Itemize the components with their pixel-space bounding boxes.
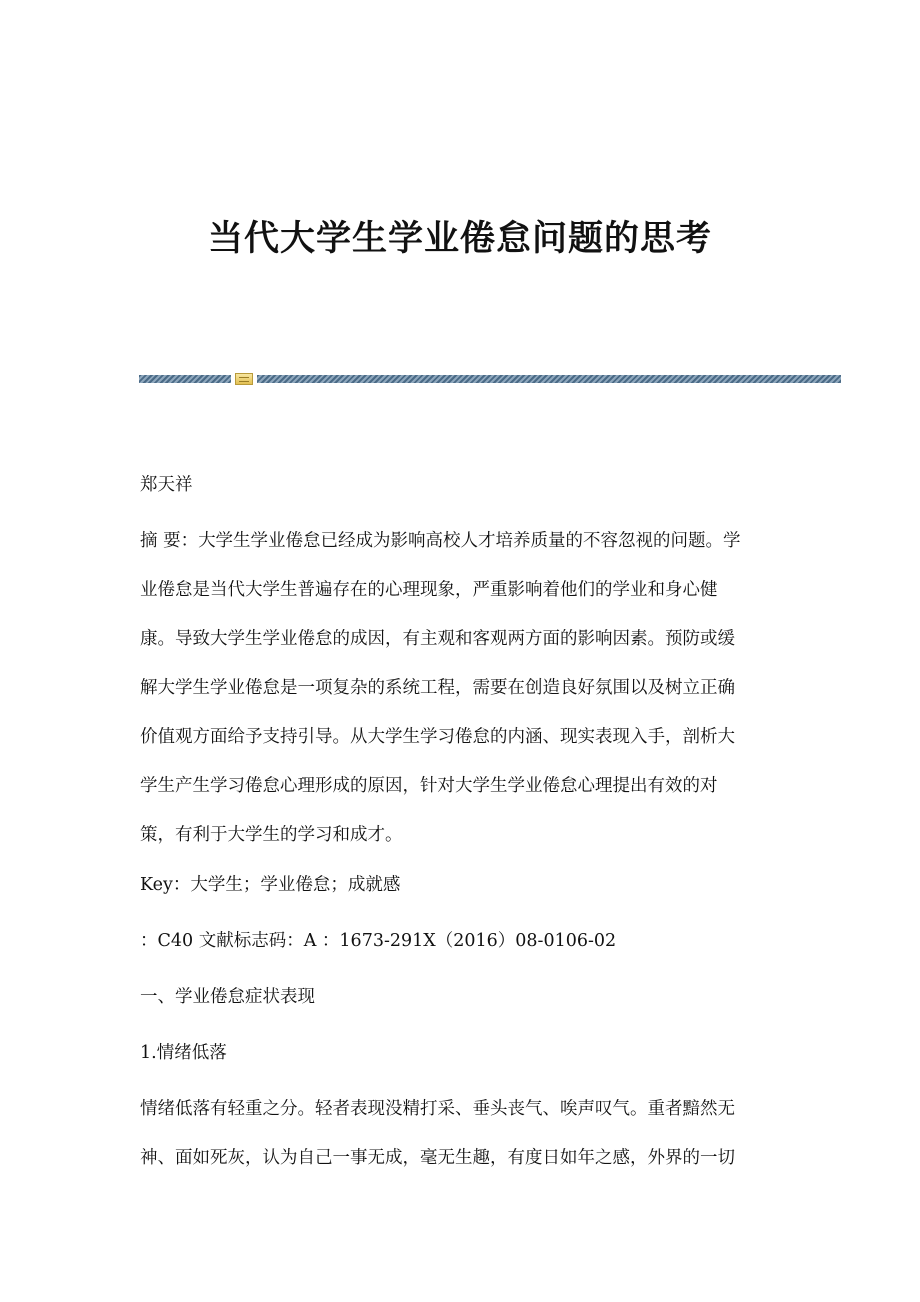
abstract [140,529,790,872]
divider-ornament-icon [235,373,253,385]
abstract-line: 业倦怠是当代大学生普遍存在的心理现象，严重影响着他们的学业和身心健 [140,580,718,600]
subsection-heading: 1.情绪低落 [140,1043,227,1063]
classification-code: ：C40 文献标志码：A ：1673-291X（2016）08-0106-02 [140,931,617,951]
abstract-line: 学生产生学习倦怠心理形成的原因，针对大学生学业倦怠心理提出有效的对 [140,776,718,796]
section-heading: 一、学业倦怠症状表现 [140,987,315,1007]
abstract-line: 解大学生学业倦怠是一项复杂的系统工程，需要在创造良好氛围以及树立正确 [140,678,735,698]
title-divider-right [257,375,841,383]
body-line: 神、面如死灰，认为自己一事无成，毫无生趣，有度日如年之感，外界的一切 [140,1148,735,1168]
title-divider-left [139,375,231,383]
abstract-line: 价值观方面给予支持引导。从大学生学习倦怠的内涵、现实表现入手，剖析大 [140,727,735,747]
abstract-line: 策，有利于大学生的学习和成才。 [140,825,403,845]
abstract-line: 康。导致大学生学业倦怠的成因，有主观和客观两方面的影响因素。预防或缓 [140,629,735,649]
keywords: Key：大学生；学业倦怠；成就感 [140,875,401,895]
abstract-line: 摘 要：大学生学业倦怠已经成为影响高校人才培养质量的不容忽视的问题。学 [140,531,741,551]
body-line: 情绪低落有轻重之分。轻者表现没精打采、垂头丧气、唉声叹气。重者黯然无 [140,1099,735,1119]
paper-title: 当代大学生学业倦怠问题的思考 [207,219,712,259]
body-paragraph [140,1097,790,1195]
author-name: 郑天祥 [140,475,193,495]
